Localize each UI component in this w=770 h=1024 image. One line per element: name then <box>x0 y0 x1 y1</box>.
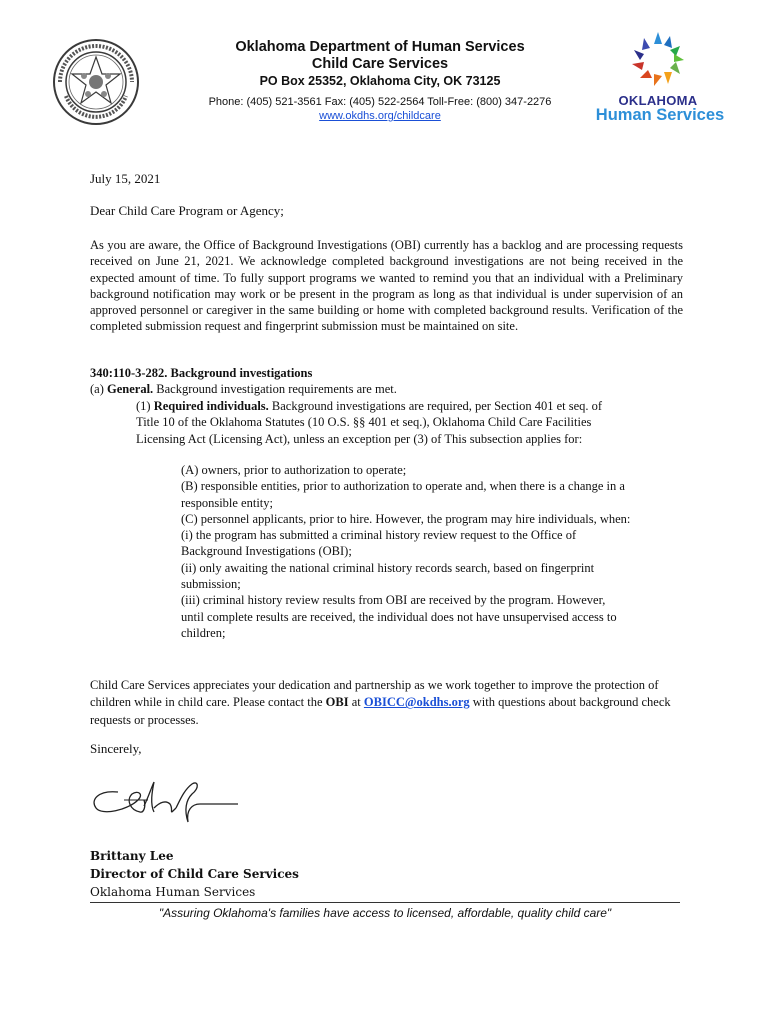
list-item: (iii) criminal history review results from OBI are received by the program. However, until complete results are received, the individual does not have unsupervised access to children; <box>181 593 617 640</box>
mailing-address: PO Box 25352, Oklahoma City, OK 73125 <box>259 74 501 88</box>
division-name: Child Care Services <box>311 56 449 72</box>
logo-wordmark-top: OKLAHOMA <box>618 93 698 108</box>
list-item: (C) personnel applicants, prior to hire. However, the program may hire individuals, when: <box>181 511 631 526</box>
regulation-1-text: Background investigations are required, per Section 401 et seq. of Title 10 of the Oklahoma Statutes (10 O.S. §§ 401 et seq.), Oklahoma Child Care Facilities Licensing Act (Licensing Act), unless an exception per (3) of This subsection applies for: <box>136 399 603 446</box>
logo-wordmark-bottom: Human Services <box>595 106 725 124</box>
signer-title: Director of Child Care Services <box>90 867 299 881</box>
handwritten-signature <box>88 770 248 830</box>
state-seal-icon <box>52 38 140 126</box>
signer-name: Brittany Lee <box>90 849 174 863</box>
letter-date: July 15, 2021 <box>90 171 161 186</box>
regulation-sub-list <box>181 462 631 641</box>
signature-block <box>90 847 299 901</box>
regulation-title: 340:110-3-282. Background investigations <box>90 366 313 380</box>
org-name: Oklahoma Department of Human Services <box>235 39 525 55</box>
regulation-1 <box>136 398 606 447</box>
footer-divider <box>90 902 680 903</box>
email-link[interactable]: OBICC@okdhs.org <box>363 695 470 710</box>
list-item: (ii) only awaiting the national criminal history records search, based on fingerprint submission; <box>181 560 595 592</box>
contact-paragraph <box>90 677 690 729</box>
footer-tagline: "Assuring Oklahoma's families have access to licensed, affordable, quality child care" <box>158 906 612 920</box>
website-link[interactable]: www.okdhs.org/childcare <box>319 110 441 122</box>
contact-numbers: Phone: (405) 521-3561 Fax: (405) 522-2564 Toll-Free: (800) 347-2276 <box>208 96 552 108</box>
regulation-1-heading: Required individuals. <box>153 399 269 413</box>
salutation: Dear Child Care Program or Agency; <box>90 203 284 218</box>
at-text: at <box>348 695 364 710</box>
closing: Sincerely, <box>90 741 142 756</box>
obi-label: OBI <box>325 695 349 710</box>
regulation-a-text: Background investigation requirements are met. <box>153 382 397 396</box>
regulation-a-heading: General. <box>107 382 154 396</box>
list-item: (i) the program has submitted a criminal history review request to the Office of Background Investigations (OBI); <box>181 528 577 559</box>
signer-org: Oklahoma Human Services <box>90 885 256 899</box>
list-item: (B) responsible entities, prior to authorization to operate and, when there is a change in a responsible entity; <box>181 479 625 510</box>
contact-paragraph-tail: with questions about background check requests or processes. <box>90 695 671 727</box>
intro-paragraph: As you are aware, the Office of Background Investigations (OBI) currently has a backlog and are processing requests received on June 21, 2021. We acknowledge completed background investigations are not being received in the expected amount of time. To fully support programs we wanted to remind you that an individual with a Preliminary background notification may work or be present in the program as long as that individual is under supervision of an approved personnel or caregiver in the same building or home with completed background results. Verification of the completed submission request and fingerprint submission must be maintained on site. <box>90 238 683 334</box>
list-item: (A) owners, prior to authorization to operate; <box>181 463 407 477</box>
regulation-1-label: (1) <box>136 399 154 413</box>
okhs-logo-icon <box>626 30 690 90</box>
regulation-a <box>90 382 397 397</box>
regulation-a-label: (a) <box>90 382 107 396</box>
contact-paragraph-text: Child Care Services appreciates your dedication and partnership as we work together to improve the protection of children while in child care. Please contact the <box>90 678 659 710</box>
